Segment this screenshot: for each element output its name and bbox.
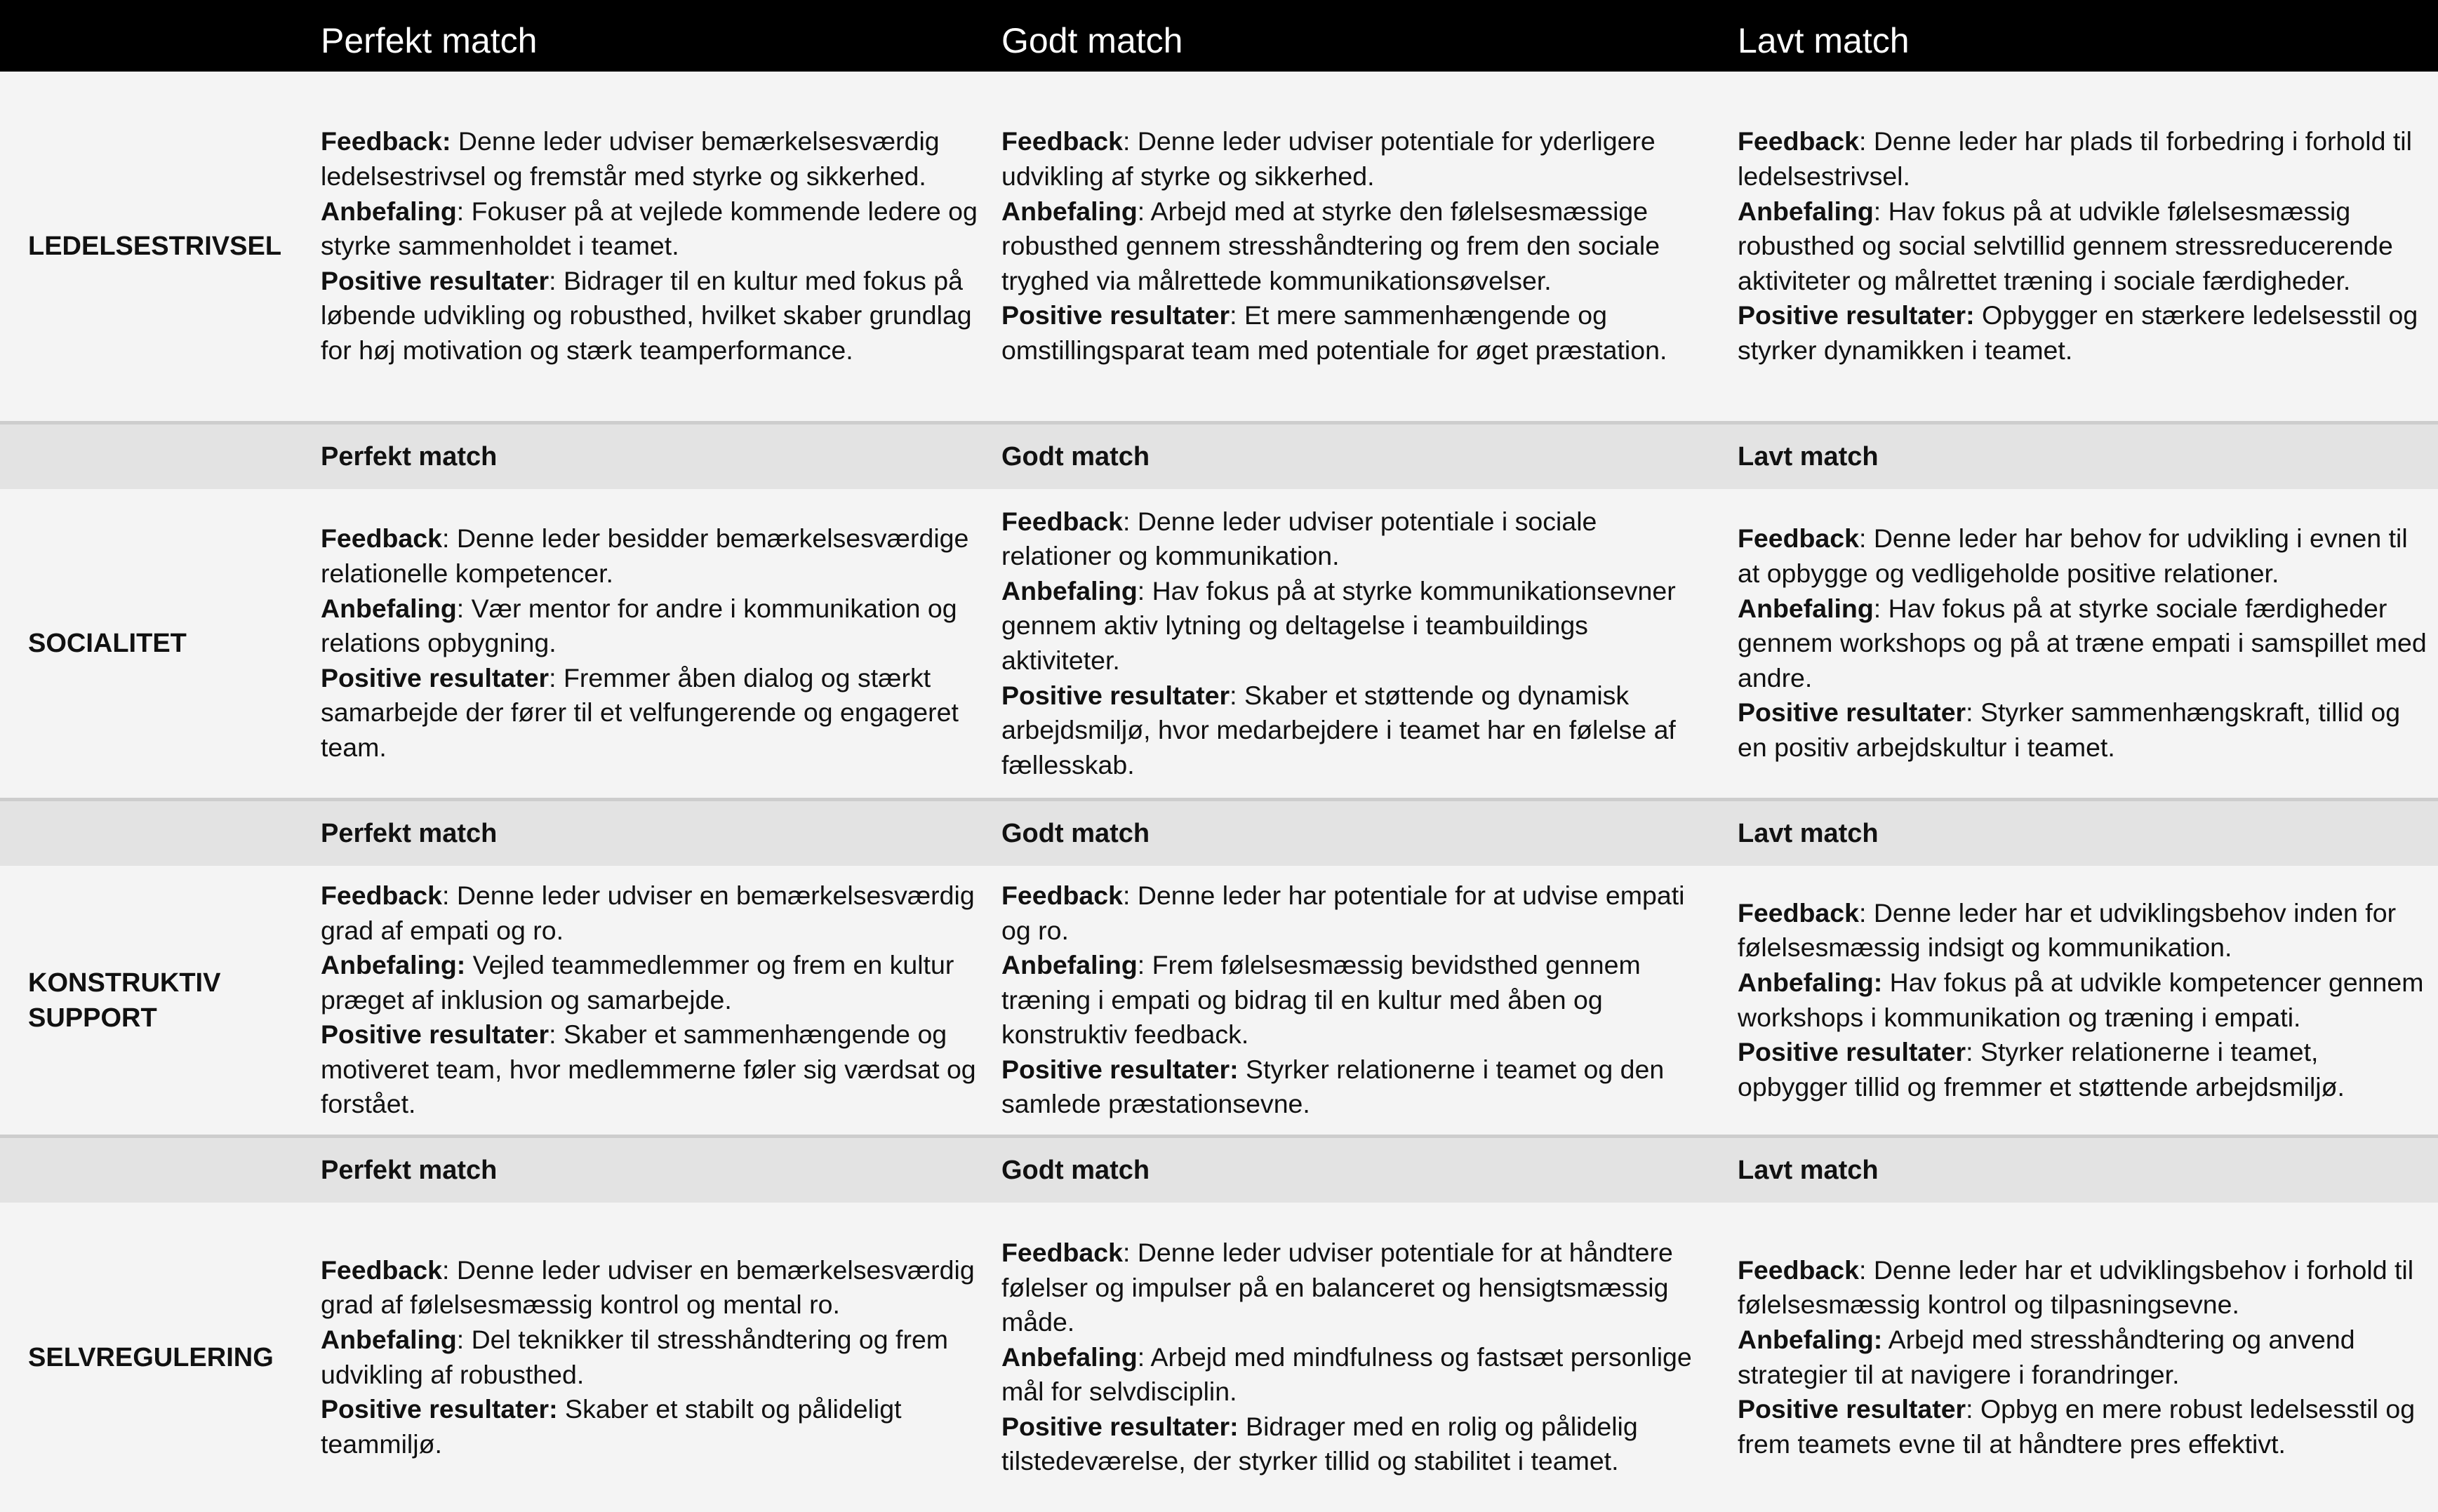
- row-label: SOCIALITET: [28, 629, 187, 658]
- feedback-label: Feedback: [1738, 1255, 1859, 1285]
- subheader-godt-match: Godt match: [1001, 818, 1150, 848]
- resultater-label: Positive resultater: [321, 662, 549, 693]
- anbefaling-text: Vejled teammedlemmer og frem en kultur præget af inklusion og samarbejde.: [321, 950, 954, 1015]
- resultater-label: Positive resultater: [1738, 697, 1966, 728]
- subheader-lavt-match: Lavt match: [1738, 441, 1879, 471]
- feedback-text: : Denne leder har et udviklingsbehov inden for følelsesmæssig indsigt og kommunikation.: [1738, 897, 2397, 963]
- row-label: SELVREGULERING: [28, 1342, 274, 1372]
- cell-perfekt-match: [321, 72, 982, 421]
- feedback-text: Denne leder udviser bemærkelsesværdig ledelsestrivsel og fremstår med styrke og sikkerhed.: [321, 126, 940, 192]
- resultater-text: : Skaber et støttende og dynamisk arbejdsmiljø, hvor medarbejdere i teamet har en følelse af fællesskab.: [1001, 680, 1676, 780]
- anbefaling-label: Anbefaling: [321, 1324, 457, 1354]
- feedback-label: Feedback: [1001, 506, 1123, 536]
- subheader-lavt-match: Lavt match: [1738, 818, 1879, 848]
- feedback-label: Feedback: [321, 880, 442, 910]
- header-godt-match: Godt match: [1001, 21, 1183, 60]
- resultater-text: Bidrager med en rolig og pålidelig tilstedeværelse, der styrker tillid og stabilitet i teamet.: [1001, 1411, 1638, 1476]
- anbefaling-label: Anbefaling: [1738, 593, 1874, 623]
- cell-lavt-match: [1738, 489, 2432, 798]
- feedback-label: Feedback: [321, 1255, 442, 1285]
- resultater-text: Styrker relationerne i teamet og den samlede præstationsevne.: [1001, 1054, 1665, 1119]
- section-konstruktiv-support: [0, 866, 2438, 1135]
- feedback-label: Feedback: [1001, 126, 1123, 156]
- cell-godt-match: [1001, 72, 1714, 421]
- subheader-band: [0, 1135, 2438, 1203]
- resultater-label: Positive resultater: [1738, 1037, 1966, 1067]
- feedback-text: : Denne leder udviser potentiale for yderligere udvikling af styrke og sikkerhed.: [1001, 126, 1656, 192]
- anbefaling-label: Anbefaling:: [1738, 967, 1883, 997]
- cell-perfekt-match: [321, 1203, 982, 1512]
- resultater-label: Positive resultater: [321, 1019, 549, 1050]
- header-lavt-match: Lavt match: [1738, 21, 1910, 60]
- header-perfekt-match: Perfekt match: [321, 21, 538, 60]
- resultater-label: Positive resultater: [1001, 300, 1230, 330]
- cell-godt-match: [1001, 1203, 1714, 1512]
- section-socialitet: [0, 489, 2438, 798]
- feedback-label: Feedback: [1738, 897, 1859, 928]
- feedback-text: : Denne leder har et udviklingsbehov i forhold til følelsesmæssig kontrol og tilpasningsevne.: [1738, 1255, 2414, 1320]
- section-ledelsestrivsel: [0, 72, 2438, 421]
- anbefaling-text: : Vær mentor for andre i kommunikation og relations opbygning.: [321, 593, 957, 658]
- resultater-text: : Opbyg en mere robust ledelsesstil og frem teamets evne til at håndtere pres effektivt.: [1738, 1394, 2416, 1459]
- anbefaling-text: : Frem følelsesmæssig bevidsthed gennem træning i empati og bidrag til en kultur med åben og konstruktiv feedback.: [1001, 950, 1641, 1050]
- feedback-text: : Denne leder besidder bemærkelsesværdige relationelle kompetencer.: [321, 523, 969, 589]
- row-label: KONSTRUKTIV SUPPORT: [28, 968, 221, 1033]
- anbefaling-label: Anbefaling: [1738, 196, 1874, 226]
- feedback-text: : Denne leder har behov for udvikling i evnen til at opbygge og vedligeholde positive relationer.: [1738, 523, 2408, 589]
- subheader-godt-match: Godt match: [1001, 1155, 1150, 1185]
- subheader-lavt-match: Lavt match: [1738, 1155, 1879, 1185]
- anbefaling-text: : Del teknikker til stresshåndtering og frem udvikling af robusthed.: [321, 1324, 949, 1389]
- resultater-label: Positive resultater: [321, 265, 549, 295]
- feedback-text: : Denne leder udviser potentiale for at håndtere følelser og impulser på en balanceret og hensigtsmæssig måde.: [1001, 1237, 1673, 1337]
- resultater-label: Positive resultater:: [321, 1394, 558, 1424]
- feedback-label: Feedback: [321, 523, 442, 554]
- section-selvregulering: [0, 1203, 2438, 1512]
- anbefaling-text: : Arbejd med at styrke den følelsesmæssige robusthed gennem stresshåndtering og frem den sociale tryghed via målrettede kommunikationsøvelser.: [1001, 196, 1660, 295]
- subheader-perfekt-match: Perfekt match: [321, 1155, 498, 1185]
- anbefaling-label: Anbefaling: [1001, 575, 1138, 606]
- subheader-perfekt-match: Perfekt match: [321, 818, 498, 848]
- resultater-text: : Styrker sammenhængskraft, tillid og en positiv arbejdskultur i teamet.: [1738, 697, 2401, 762]
- feedback-text: : Denne leder udviser potentiale i sociale relationer og kommunikation.: [1001, 506, 1597, 571]
- row-label: LEDELSESTRIVSEL: [28, 232, 282, 261]
- resultater-label: Positive resultater:: [1001, 1411, 1239, 1441]
- cell-perfekt-match: [321, 866, 982, 1135]
- resultater-text: Opbygger en stærkere ledelsesstil og styrker dynamikken i teamet.: [1738, 300, 2418, 365]
- resultater-label: Positive resultater:: [1738, 300, 1975, 330]
- anbefaling-text: Hav fokus på at udvikle kompetencer gennem workshops i kommunikation og træning i empati.: [1738, 967, 2424, 1032]
- feedback-label: Feedback: [1001, 880, 1123, 910]
- anbefaling-text: : Hav fokus på at udvikle følelsesmæssig robusthed og social selvtillid gennem stressreducerende aktiviteter og målrettet træning i sociale færdigheder.: [1738, 196, 2393, 295]
- feedback-label: Feedback:: [321, 126, 451, 156]
- anbefaling-label: Anbefaling:: [321, 950, 466, 980]
- feedback-text: : Denne leder udviser en bemærkelsesværdig grad af følelsesmæssig kontrol og mental ro.: [321, 1255, 975, 1320]
- subheader-perfekt-match: Perfekt match: [321, 441, 498, 471]
- feedback-text: : Denne leder udviser en bemærkelsesværdig grad af empati og ro.: [321, 880, 975, 945]
- cell-lavt-match: [1738, 72, 2432, 421]
- subheader-godt-match: Godt match: [1001, 441, 1150, 471]
- resultater-label: Positive resultater: [1001, 680, 1230, 710]
- resultater-text: : Et mere sammenhængende og omstillingsparat team med potentiale for øget præstation.: [1001, 300, 1667, 365]
- anbefaling-label: Anbefaling: [1001, 1342, 1138, 1372]
- anbefaling-text: : Fokuser på at vejlede kommende ledere og styrke sammenholdet i teamet.: [321, 196, 978, 261]
- resultater-text: : Bidrager til en kultur med fokus på løbende udvikling og robusthed, hvilket skaber grundlag for høj motivation og stærk teamperformance.: [321, 265, 972, 365]
- feedback-text: : Denne leder har potentiale for at udvise empati og ro.: [1001, 880, 1685, 945]
- feedback-label: Feedback: [1738, 523, 1859, 554]
- anbefaling-text: : Hav fokus på at styrke sociale færdigheder gennem workshops og på at træne empati i samspillet med andre.: [1738, 593, 2427, 693]
- subheader-band: [0, 798, 2438, 866]
- cell-perfekt-match: [321, 489, 982, 798]
- anbefaling-text: Arbejd med stresshåndtering og anvend strategier til at navigere i forandringer.: [1738, 1324, 2355, 1389]
- anbefaling-label: Anbefaling:: [1738, 1324, 1883, 1354]
- cell-lavt-match: [1738, 1203, 2432, 1512]
- cell-godt-match: [1001, 866, 1714, 1135]
- anbefaling-label: Anbefaling: [1001, 950, 1138, 980]
- cell-lavt-match: [1738, 866, 2432, 1135]
- resultater-label: Positive resultater: [1738, 1394, 1966, 1424]
- anbefaling-text: : Hav fokus på at styrke kommunikationsevner gennem aktiv lytning og deltagelse i teambuildings aktiviteter.: [1001, 575, 1676, 675]
- resultater-text: : Fremmer åben dialog og stærkt samarbejde der fører til et velfungerende og engageret team.: [321, 662, 959, 762]
- resultater-text: : Styrker relationerne i teamet, opbygger tillid og fremmer et støttende arbejdsmiljø.: [1738, 1037, 2345, 1102]
- resultater-text: Skaber et stabilt og pålideligt teammiljø.: [321, 1394, 902, 1459]
- resultater-label: Positive resultater:: [1001, 1054, 1239, 1084]
- anbefaling-label: Anbefaling: [321, 196, 457, 226]
- subheader-band: [0, 421, 2438, 489]
- cell-godt-match: [1001, 489, 1714, 798]
- anbefaling-label: Anbefaling: [1001, 196, 1138, 226]
- feedback-label: Feedback: [1001, 1237, 1123, 1267]
- anbefaling-text: : Arbejd med mindfulness og fastsæt personlige mål for selvdisciplin.: [1001, 1342, 1692, 1407]
- anbefaling-label: Anbefaling: [321, 593, 457, 623]
- feedback-label: Feedback: [1738, 126, 1859, 156]
- feedback-text: : Denne leder har plads til forbedring i forhold til ledelsestrivsel.: [1738, 126, 2412, 192]
- table-header: [0, 0, 2438, 72]
- resultater-text: : Skaber et sammenhængende og motiveret team, hvor medlemmerne føler sig værdsat og forstået.: [321, 1019, 976, 1119]
